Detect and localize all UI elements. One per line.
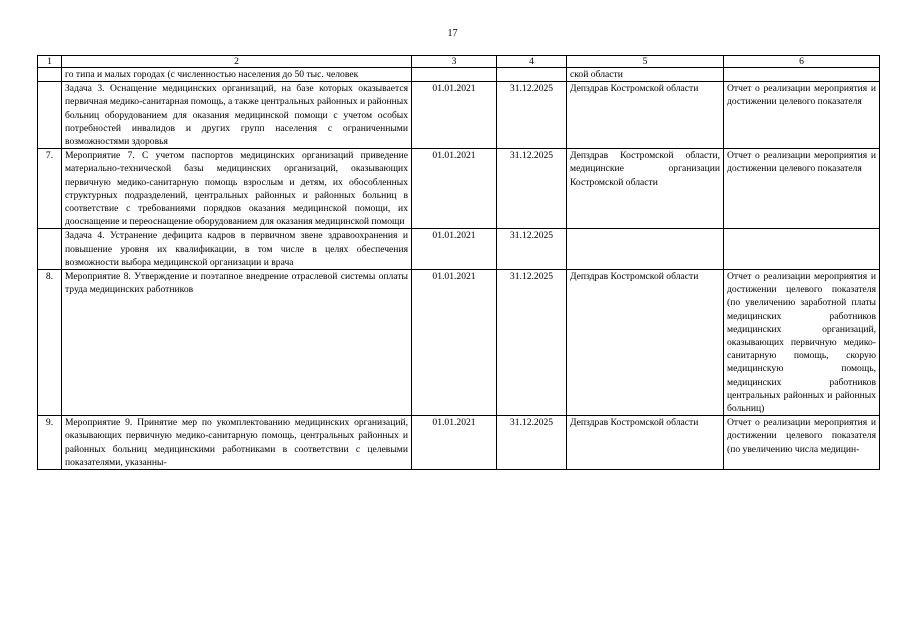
- row-text: Задача 3. Оснащение медицинских организаций, на базе которых оказывается первичная медико-санитарная помощь, а также центральных районных и районных больниц оборудованием для оказания медицинской помощи с учетом особых потребностей инвалидов и других групп населения с ограниченными возможностями здоровья: [62, 82, 412, 149]
- row-number: [38, 82, 62, 149]
- row-text: Задача 4. Устранение дефицита кадров в первичном звене здравоохранения и повышение уровня их квалификации, в том числе в целях обеспечения возможности выбора медицинской организации и врача: [62, 229, 412, 270]
- row-end-date: [497, 68, 567, 82]
- row-executor: Депздрав Костромской области, медицинские организации Костромской области: [567, 149, 724, 229]
- row-end-date: 31.12.2025: [497, 270, 567, 416]
- row-executor: [567, 229, 724, 270]
- row-number: [38, 229, 62, 270]
- row-result: Отчет о реализации мероприятия и достижении целевого показателя: [724, 82, 880, 149]
- row-executor: Депздрав Костромской области: [567, 82, 724, 149]
- row-start-date: 01.01.2021: [412, 416, 497, 470]
- table-header-row: [38, 56, 880, 68]
- table-row: [38, 270, 880, 416]
- row-end-date: 31.12.2025: [497, 416, 567, 470]
- table-row: [38, 82, 880, 149]
- table-row: [38, 68, 880, 82]
- row-executor: ской области: [567, 68, 724, 82]
- header-cell: 4: [497, 56, 567, 68]
- row-start-date: [412, 68, 497, 82]
- row-end-date: 31.12.2025: [497, 229, 567, 270]
- row-executor: Депздрав Костромской области: [567, 270, 724, 416]
- header-cell: 3: [412, 56, 497, 68]
- row-text: Мероприятие 7. С учетом паспортов медицинских организаций приведение материально-технической базы медицинских организаций, оказывающих первичную медико-санитарную помощь взрослым и детям, их обособленных структурных подразделений, центральных районных и районных больниц в соответствие с требованиями порядков оказания медицинской помощи, их дооснащение и переоснащение оборудованием для оказания медицинской помощи: [62, 149, 412, 229]
- row-executor: Депздрав Костромской области: [567, 416, 724, 470]
- row-start-date: 01.01.2021: [412, 229, 497, 270]
- page-number: 17: [447, 28, 458, 39]
- row-text: го типа и малых городах (с численностью населения до 50 тыс. человек: [62, 68, 412, 82]
- row-result: Отчет о реализации мероприятия и достижении целевого показателя (по увеличению заработной платы медицинских работников медицинских организаций, оказывающих первичную медико-санитарную помощь, скорую медицинскую помощь, медицинских работников центральных районных и районных больниц): [724, 270, 880, 416]
- row-result: [724, 229, 880, 270]
- row-text: Мероприятие 9. Принятие мер по укомплектованию медицинских организаций, оказывающих первичную медико-санитарную помощь, центральных районных и районных больниц медицинскими работниками в соответствии с целевыми показателями, указанны-: [62, 416, 412, 470]
- row-text: Мероприятие 8. Утверждение и поэтапное внедрение отраслевой системы оплаты труда медицинских работников: [62, 270, 412, 416]
- table-row: [38, 229, 880, 270]
- row-result: Отчет о реализации мероприятия и достижении целевого показателя (по увеличению числа медицин-: [724, 416, 880, 470]
- table-row: [38, 149, 880, 229]
- row-end-date: 31.12.2025: [497, 149, 567, 229]
- row-number: 9.: [38, 416, 62, 470]
- header-cell: 5: [567, 56, 724, 68]
- row-number: [38, 68, 62, 82]
- row-start-date: 01.01.2021: [412, 82, 497, 149]
- row-result: Отчет о реализации мероприятия и достижении целевого показателя: [724, 149, 880, 229]
- row-number: 8.: [38, 270, 62, 416]
- row-number: 7.: [38, 149, 62, 229]
- row-start-date: 01.01.2021: [412, 270, 497, 416]
- row-end-date: 31.12.2025: [497, 82, 567, 149]
- header-cell: 1: [38, 56, 62, 68]
- row-start-date: 01.01.2021: [412, 149, 497, 229]
- row-result: [724, 68, 880, 82]
- table-row: [38, 416, 880, 470]
- header-cell: 2: [62, 56, 412, 68]
- header-cell: 6: [724, 56, 880, 68]
- activities-table: [37, 55, 880, 470]
